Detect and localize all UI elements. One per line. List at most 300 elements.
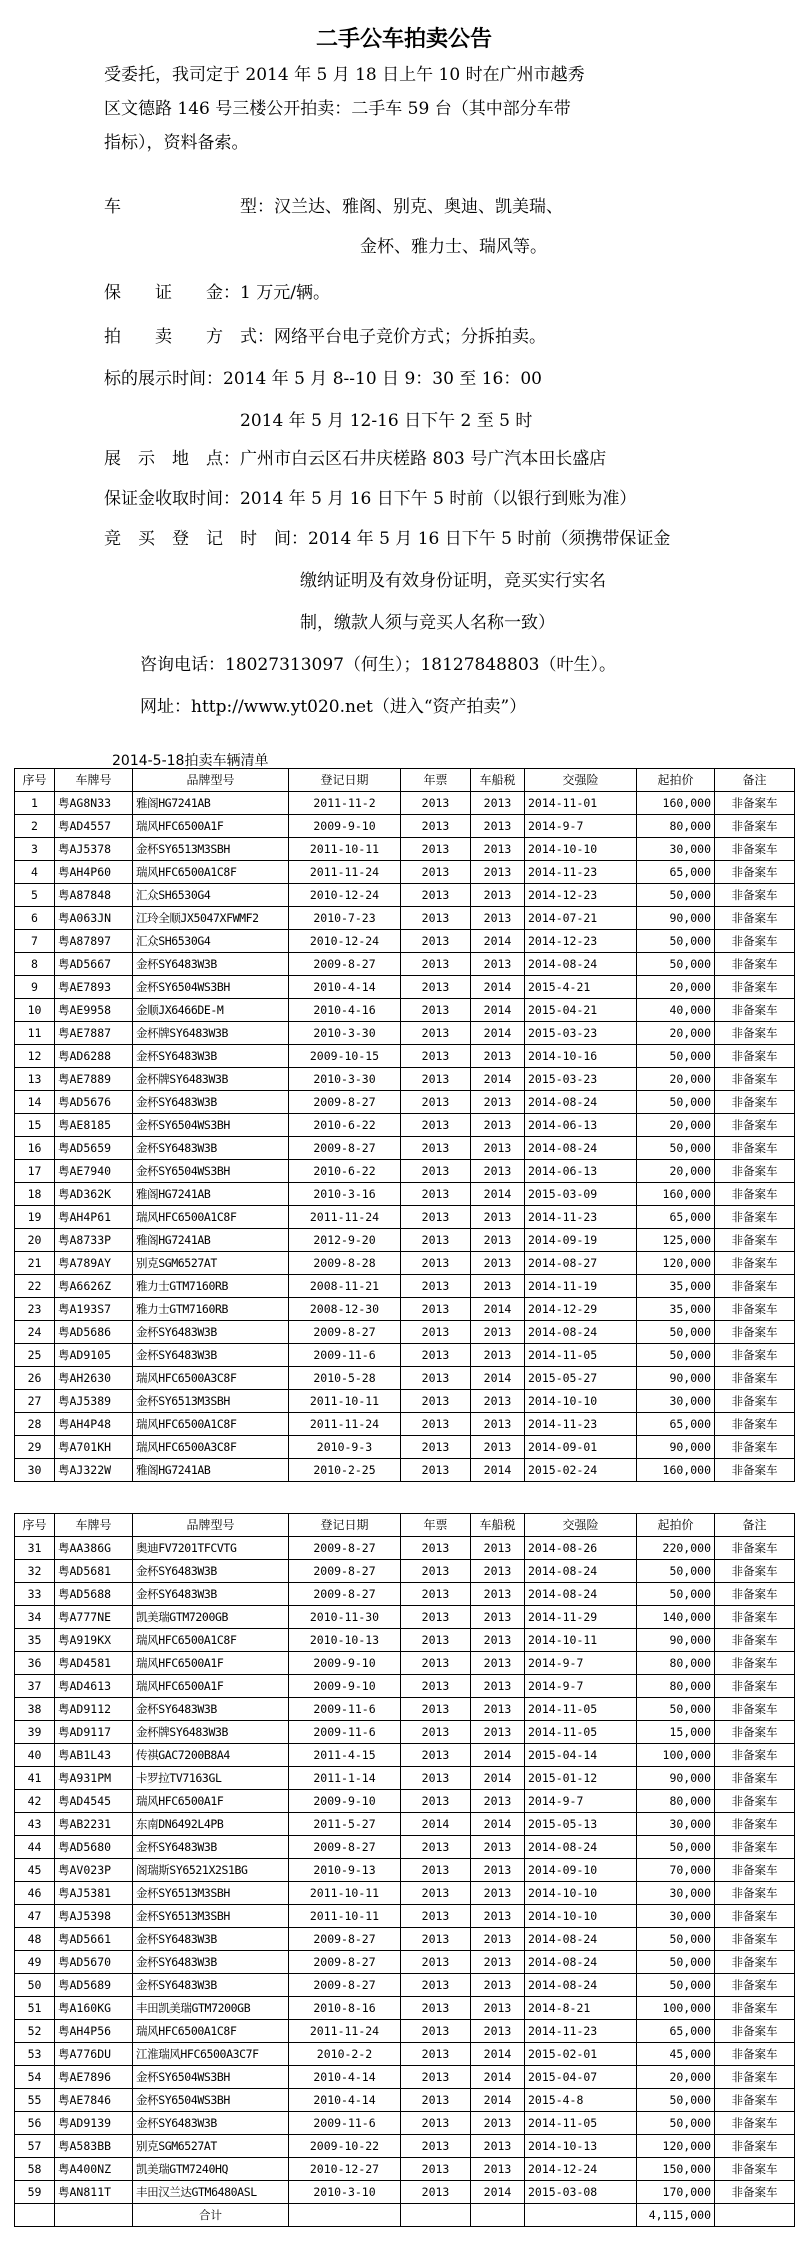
cell-reg-date: 2009-8-27 <box>289 1836 401 1859</box>
cell-insurance: 2015-04-21 <box>525 999 637 1022</box>
table-row <box>15 1390 795 1413</box>
table-row <box>15 1275 795 1298</box>
cell-reg-date: 2010-6-22 <box>289 1160 401 1183</box>
cell-reg-date: 2009-9-10 <box>289 1652 401 1675</box>
cell-model: 金杯SY6504WS3BH <box>133 2066 289 2089</box>
cell-model: 金杯牌SY6483W3B <box>133 1721 289 1744</box>
cell-start-price: 45,000 <box>637 2043 715 2066</box>
cell-vehicle-tax: 2014 <box>471 1367 525 1390</box>
cell-insurance: 2014-9-7 <box>525 1675 637 1698</box>
cell-index: 10 <box>15 999 55 1022</box>
table-row <box>15 1206 795 1229</box>
cell-vehicle-tax: 2013 <box>471 1606 525 1629</box>
table-row <box>15 1997 795 2020</box>
cell-index: 25 <box>15 1344 55 1367</box>
cell-remark: 非备案车 <box>715 1413 795 1436</box>
cell-model: 金杯SY6483W3B <box>133 2112 289 2135</box>
cell-remark: 非备案车 <box>715 1606 795 1629</box>
table-row <box>15 815 795 838</box>
cell-reg-date: 2010-3-30 <box>289 1068 401 1091</box>
cell-start-price: 65,000 <box>637 1413 715 1436</box>
cell-plate: 粤AD5689 <box>55 1974 133 1997</box>
announcement-line: 车 型：汉兰达、雅阁、别克、奥迪、凯美瑞、 <box>104 197 563 217</box>
cell-annual-ticket: 2013 <box>401 1790 471 1813</box>
cell-index: 2 <box>15 815 55 838</box>
cell-remark: 非备案车 <box>715 884 795 907</box>
cell-reg-date: 2009-8-27 <box>289 1583 401 1606</box>
cell-model: 金杯SY6483W3B <box>133 1974 289 1997</box>
cell-model: 雅阁HG7241AB <box>133 1229 289 1252</box>
cell-index: 28 <box>15 1413 55 1436</box>
cell-plate: 粤AD9112 <box>55 1698 133 1721</box>
cell-annual-ticket: 2013 <box>401 1091 471 1114</box>
cell-index: 18 <box>15 1183 55 1206</box>
cell-vehicle-tax: 2013 <box>471 792 525 815</box>
cell-vehicle-tax: 2013 <box>471 1629 525 1652</box>
cell-annual-ticket: 2013 <box>401 2181 471 2204</box>
table-row <box>15 1022 795 1045</box>
cell-start-price: 150,000 <box>637 2158 715 2181</box>
cell-index: 50 <box>15 1974 55 1997</box>
cell-reg-date: 2010-2-2 <box>289 2043 401 2066</box>
cell-annual-ticket: 2013 <box>401 999 471 1022</box>
cell-index: 24 <box>15 1321 55 1344</box>
cell-vehicle-tax: 2013 <box>471 953 525 976</box>
table-row <box>15 2158 795 2181</box>
cell-start-price: 50,000 <box>637 884 715 907</box>
cell-insurance: 2014-10-10 <box>525 838 637 861</box>
cell-model: 金杯SY6483W3B <box>133 1698 289 1721</box>
table-row <box>15 861 795 884</box>
cell-remark: 非备案车 <box>715 2020 795 2043</box>
cell-reg-date: 2009-8-27 <box>289 1974 401 1997</box>
cell-insurance: 2015-02-01 <box>525 2043 637 2066</box>
cell-annual-ticket: 2013 <box>401 930 471 953</box>
table-row <box>15 1905 795 1928</box>
cell-start-price: 50,000 <box>637 1698 715 1721</box>
table-caption: 2014-5-18拍卖车辆清单 <box>112 753 269 769</box>
cell-model: 瑞风HFC6500A3C8F <box>133 1436 289 1459</box>
cell-start-price: 120,000 <box>637 2135 715 2158</box>
cell-plate: 粤AE7896 <box>55 2066 133 2089</box>
cell-remark: 非备案车 <box>715 1744 795 1767</box>
cell-plate: 粤A193S7 <box>55 1298 133 1321</box>
cell-remark: 非备案车 <box>715 1675 795 1698</box>
cell-plate: 粤AE7887 <box>55 1022 133 1045</box>
cell-reg-date: 2009-8-27 <box>289 1537 401 1560</box>
cell-start-price: 50,000 <box>637 930 715 953</box>
cell-model: 瑞风HFC6500A3C8F <box>133 1367 289 1390</box>
cell-plate: 粤AB1L43 <box>55 1744 133 1767</box>
table-row <box>15 930 795 953</box>
table-row <box>15 1068 795 1091</box>
cell-annual-ticket: 2013 <box>401 1583 471 1606</box>
cell-annual-ticket: 2013 <box>401 884 471 907</box>
cell-plate: 粤A776DU <box>55 2043 133 2066</box>
table-row <box>15 953 795 976</box>
cell-plate: 粤AH4P48 <box>55 1413 133 1436</box>
cell-start-price: 90,000 <box>637 1629 715 1652</box>
cell-insurance: 2014-11-05 <box>525 2112 637 2135</box>
cell-remark: 非备案车 <box>715 1974 795 1997</box>
column-header: 起拍价 <box>637 769 715 792</box>
cell-start-price: 20,000 <box>637 976 715 999</box>
cell-vehicle-tax: 2013 <box>471 1882 525 1905</box>
total-label: 合计 <box>133 2204 289 2227</box>
cell-vehicle-tax: 2013 <box>471 815 525 838</box>
cell-model: 雅力士GTM7160RB <box>133 1298 289 1321</box>
column-header: 交强险 <box>525 769 637 792</box>
cell-annual-ticket: 2013 <box>401 1560 471 1583</box>
cell-annual-ticket: 2013 <box>401 1698 471 1721</box>
table-row <box>15 907 795 930</box>
cell-annual-ticket: 2014 <box>401 1813 471 1836</box>
cell-remark: 非备案车 <box>715 1721 795 1744</box>
table-header-row <box>15 1514 795 1537</box>
cell-model: 金杯牌SY6483W3B <box>133 1022 289 1045</box>
cell-insurance: 2014-08-24 <box>525 1137 637 1160</box>
cell-model: 金杯SY6483W3B <box>133 1091 289 1114</box>
cell-index: 30 <box>15 1459 55 1482</box>
announcement-line: 区文德路 146 号三楼公开拍卖：二手车 59 台（其中部分车带 <box>104 99 571 119</box>
cell-annual-ticket: 2013 <box>401 953 471 976</box>
cell-annual-ticket: 2013 <box>401 2043 471 2066</box>
announcement-line: 缴纳证明及有效身份证明，竞买实行实名 <box>300 571 606 591</box>
cell-insurance: 2014-12-23 <box>525 884 637 907</box>
cell-plate: 粤A160KG <box>55 1997 133 2020</box>
cell-annual-ticket: 2013 <box>401 1997 471 2020</box>
cell-remark: 非备案车 <box>715 930 795 953</box>
cell-remark: 非备案车 <box>715 1367 795 1390</box>
table-row <box>15 1790 795 1813</box>
cell-insurance: 2014-09-10 <box>525 1859 637 1882</box>
cell-annual-ticket: 2013 <box>401 1344 471 1367</box>
cell-annual-ticket: 2013 <box>401 1114 471 1137</box>
cell-vehicle-tax: 2013 <box>471 1344 525 1367</box>
cell-reg-date: 2009-9-10 <box>289 1790 401 1813</box>
cell-model: 凯美瑞GTM7240HQ <box>133 2158 289 2181</box>
cell-reg-date: 2009-8-27 <box>289 1951 401 1974</box>
cell-vehicle-tax: 2013 <box>471 1698 525 1721</box>
cell-plate: 粤AD9117 <box>55 1721 133 1744</box>
cell-start-price: 50,000 <box>637 2112 715 2135</box>
table-row <box>15 976 795 999</box>
cell-insurance: 2014-08-24 <box>525 1091 637 1114</box>
cell-vehicle-tax: 2013 <box>471 1997 525 2020</box>
cell-insurance: 2015-04-14 <box>525 1744 637 1767</box>
table-row <box>15 2135 795 2158</box>
cell-start-price: 220,000 <box>637 1537 715 1560</box>
cell-remark: 非备案车 <box>715 1905 795 1928</box>
cell-model: 金杯SY6504WS3BH <box>133 976 289 999</box>
cell-start-price: 50,000 <box>637 1974 715 1997</box>
announcement-line: 咨询电话：18027313097（何生）；18127848803（叶生）。 <box>140 655 616 675</box>
cell-reg-date: 2009-10-22 <box>289 2135 401 2158</box>
table-row <box>15 1183 795 1206</box>
cell-plate: 粤AJ5378 <box>55 838 133 861</box>
cell-insurance: 2015-01-12 <box>525 1767 637 1790</box>
cell-remark: 非备案车 <box>715 1091 795 1114</box>
cell-annual-ticket: 2013 <box>401 2112 471 2135</box>
cell-plate: 粤AD5686 <box>55 1321 133 1344</box>
cell-model: 金杯SY6504WS3BH <box>133 1114 289 1137</box>
cell-plate: 粤AD4557 <box>55 815 133 838</box>
empty-cell <box>15 2204 55 2227</box>
cell-plate: 粤AD4581 <box>55 1652 133 1675</box>
cell-remark: 非备案车 <box>715 1882 795 1905</box>
total-value: 4,115,000 <box>637 2204 715 2227</box>
table-row <box>15 1675 795 1698</box>
cell-insurance: 2014-9-7 <box>525 1790 637 1813</box>
cell-model: 金杯SY6483W3B <box>133 1344 289 1367</box>
cell-vehicle-tax: 2013 <box>471 1045 525 1068</box>
cell-model: 金顺JX6466DE-M <box>133 999 289 1022</box>
cell-insurance: 2014-9-7 <box>525 815 637 838</box>
cell-start-price: 30,000 <box>637 1905 715 1928</box>
cell-vehicle-tax: 2013 <box>471 1537 525 1560</box>
cell-insurance: 2014-08-24 <box>525 1583 637 1606</box>
cell-index: 35 <box>15 1629 55 1652</box>
cell-model: 别克SGM6527AT <box>133 1252 289 1275</box>
table-row <box>15 792 795 815</box>
cell-vehicle-tax: 2013 <box>471 1583 525 1606</box>
cell-remark: 非备案车 <box>715 1997 795 2020</box>
cell-index: 17 <box>15 1160 55 1183</box>
cell-model: 金杯SY6513M3SBH <box>133 1390 289 1413</box>
cell-insurance: 2014-08-27 <box>525 1252 637 1275</box>
cell-insurance: 2014-11-05 <box>525 1698 637 1721</box>
cell-annual-ticket: 2013 <box>401 1390 471 1413</box>
cell-reg-date: 2011-10-11 <box>289 1882 401 1905</box>
cell-start-price: 160,000 <box>637 1183 715 1206</box>
column-header: 车牌号 <box>55 769 133 792</box>
cell-plate: 粤AD9105 <box>55 1344 133 1367</box>
cell-insurance: 2014-12-29 <box>525 1298 637 1321</box>
table-row <box>15 1114 795 1137</box>
cell-insurance: 2014-9-7 <box>525 1652 637 1675</box>
cell-reg-date: 2009-8-27 <box>289 1091 401 1114</box>
table-row <box>15 1606 795 1629</box>
table-row <box>15 1859 795 1882</box>
cell-reg-date: 2009-11-6 <box>289 1698 401 1721</box>
table-row <box>15 838 795 861</box>
cell-index: 48 <box>15 1928 55 1951</box>
cell-start-price: 80,000 <box>637 1675 715 1698</box>
cell-index: 38 <box>15 1698 55 1721</box>
cell-start-price: 50,000 <box>637 1836 715 1859</box>
cell-model: 江玲全顺JX5047XFWMF2 <box>133 907 289 930</box>
table-row <box>15 2043 795 2066</box>
cell-remark: 非备案车 <box>715 2158 795 2181</box>
announcement-line: 网址：http://www.yt020.net（进入“资产拍卖”） <box>140 697 527 717</box>
cell-model: 金杯牌SY6483W3B <box>133 1068 289 1091</box>
cell-annual-ticket: 2013 <box>401 1206 471 1229</box>
cell-plate: 粤AD4613 <box>55 1675 133 1698</box>
cell-model: 雅阁HG7241AB <box>133 1183 289 1206</box>
cell-reg-date: 2008-11-21 <box>289 1275 401 1298</box>
cell-model: 金杯SY6483W3B <box>133 1321 289 1344</box>
cell-vehicle-tax: 2014 <box>471 976 525 999</box>
cell-insurance: 2014-11-01 <box>525 792 637 815</box>
cell-vehicle-tax: 2013 <box>471 1721 525 1744</box>
cell-insurance: 2015-03-08 <box>525 2181 637 2204</box>
cell-insurance: 2014-11-23 <box>525 1206 637 1229</box>
total-row <box>15 2204 795 2227</box>
cell-vehicle-tax: 2013 <box>471 861 525 884</box>
cell-remark: 非备案车 <box>715 2066 795 2089</box>
cell-reg-date: 2011-11-24 <box>289 1206 401 1229</box>
cell-model: 金杯SY6483W3B <box>133 1045 289 1068</box>
cell-annual-ticket: 2013 <box>401 2066 471 2089</box>
cell-remark: 非备案车 <box>715 1767 795 1790</box>
table-row <box>15 2089 795 2112</box>
cell-index: 33 <box>15 1583 55 1606</box>
table-row <box>15 1698 795 1721</box>
cell-start-price: 50,000 <box>637 1583 715 1606</box>
cell-remark: 非备案车 <box>715 1583 795 1606</box>
empty-cell <box>401 2204 471 2227</box>
cell-model: 瑞风HFC6500A1C8F <box>133 1206 289 1229</box>
cell-reg-date: 2009-9-10 <box>289 815 401 838</box>
cell-plate: 粤AD5680 <box>55 1836 133 1859</box>
cell-index: 4 <box>15 861 55 884</box>
cell-annual-ticket: 2013 <box>401 1767 471 1790</box>
cell-annual-ticket: 2013 <box>401 1928 471 1951</box>
cell-start-price: 50,000 <box>637 2089 715 2112</box>
cell-model: 金杯SY6504WS3BH <box>133 1160 289 1183</box>
cell-plate: 粤A919KX <box>55 1629 133 1652</box>
table-row <box>15 2066 795 2089</box>
cell-model: 汇众SH6530G4 <box>133 930 289 953</box>
cell-model: 瑞风HFC6500A1F <box>133 1652 289 1675</box>
cell-plate: 粤A400NZ <box>55 2158 133 2181</box>
cell-start-price: 50,000 <box>637 1045 715 1068</box>
cell-remark: 非备案车 <box>715 1137 795 1160</box>
cell-reg-date: 2010-12-27 <box>289 2158 401 2181</box>
cell-reg-date: 2010-3-16 <box>289 1183 401 1206</box>
cell-reg-date: 2011-11-24 <box>289 861 401 884</box>
cell-reg-date: 2009-11-6 <box>289 2112 401 2135</box>
cell-start-price: 20,000 <box>637 2066 715 2089</box>
cell-annual-ticket: 2013 <box>401 1367 471 1390</box>
cell-vehicle-tax: 2013 <box>471 1137 525 1160</box>
cell-remark: 非备案车 <box>715 1160 795 1183</box>
cell-model: 金杯SY6483W3B <box>133 1951 289 1974</box>
cell-annual-ticket: 2013 <box>401 1298 471 1321</box>
cell-remark: 非备案车 <box>715 953 795 976</box>
cell-start-price: 50,000 <box>637 1344 715 1367</box>
cell-reg-date: 2009-8-27 <box>289 1560 401 1583</box>
cell-reg-date: 2010-9-13 <box>289 1859 401 1882</box>
cell-model: 汇众SH6530G4 <box>133 884 289 907</box>
table-row <box>15 2181 795 2204</box>
cell-plate: 粤AD5670 <box>55 1951 133 1974</box>
cell-index: 59 <box>15 2181 55 2204</box>
announcement-line: 受委托，我司定于 2014 年 5 月 18 日上午 10 时在广州市越秀 <box>104 65 585 85</box>
cell-annual-ticket: 2013 <box>401 1905 471 1928</box>
cell-plate: 粤A777NE <box>55 1606 133 1629</box>
cell-index: 1 <box>15 792 55 815</box>
cell-insurance: 2015-03-23 <box>525 1022 637 1045</box>
cell-reg-date: 2010-4-14 <box>289 2066 401 2089</box>
cell-reg-date: 2009-11-6 <box>289 1344 401 1367</box>
cell-model: 瑞风HFC6500A1F <box>133 1675 289 1698</box>
cell-start-price: 35,000 <box>637 1298 715 1321</box>
cell-index: 27 <box>15 1390 55 1413</box>
cell-annual-ticket: 2013 <box>401 1459 471 1482</box>
cell-start-price: 90,000 <box>637 1767 715 1790</box>
cell-model: 金杯SY6504WS3BH <box>133 2089 289 2112</box>
table-row <box>15 1321 795 1344</box>
column-header: 年票 <box>401 1514 471 1537</box>
cell-annual-ticket: 2013 <box>401 1744 471 1767</box>
cell-remark: 非备案车 <box>715 1183 795 1206</box>
cell-index: 49 <box>15 1951 55 1974</box>
cell-plate: 粤A063JN <box>55 907 133 930</box>
cell-remark: 非备案车 <box>715 1252 795 1275</box>
cell-annual-ticket: 2013 <box>401 861 471 884</box>
cell-vehicle-tax: 2013 <box>471 1229 525 1252</box>
cell-insurance: 2015-4-8 <box>525 2089 637 2112</box>
cell-remark: 非备案车 <box>715 2135 795 2158</box>
cell-index: 47 <box>15 1905 55 1928</box>
cell-index: 34 <box>15 1606 55 1629</box>
cell-annual-ticket: 2013 <box>401 1836 471 1859</box>
cell-reg-date: 2009-8-27 <box>289 1137 401 1160</box>
cell-remark: 非备案车 <box>715 1836 795 1859</box>
announcement-line: 竞 买 登 记 时 间：2014 年 5 月 16 日下午 5 时前（须携带保证金 <box>104 529 671 549</box>
cell-plate: 粤AD6288 <box>55 1045 133 1068</box>
cell-plate: 粤AE7846 <box>55 2089 133 2112</box>
cell-reg-date: 2009-8-27 <box>289 1928 401 1951</box>
cell-vehicle-tax: 2013 <box>471 1091 525 1114</box>
cell-plate: 粤AH4P60 <box>55 861 133 884</box>
cell-vehicle-tax: 2013 <box>471 907 525 930</box>
cell-annual-ticket: 2013 <box>401 1652 471 1675</box>
empty-cell <box>525 2204 637 2227</box>
cell-reg-date: 2012-9-20 <box>289 1229 401 1252</box>
cell-index: 11 <box>15 1022 55 1045</box>
page-title: 二手公车拍卖公告 <box>315 27 492 52</box>
cell-vehicle-tax: 2014 <box>471 1459 525 1482</box>
column-header: 品牌型号 <box>133 769 289 792</box>
cell-insurance: 2014-08-26 <box>525 1537 637 1560</box>
cell-model: 别克SGM6527AT <box>133 2135 289 2158</box>
cell-plate: 粤AE7893 <box>55 976 133 999</box>
cell-remark: 非备案车 <box>715 1652 795 1675</box>
cell-start-price: 20,000 <box>637 1114 715 1137</box>
cell-reg-date: 2010-10-13 <box>289 1629 401 1652</box>
cell-start-price: 50,000 <box>637 1928 715 1951</box>
cell-reg-date: 2010-9-3 <box>289 1436 401 1459</box>
cell-vehicle-tax: 2013 <box>471 838 525 861</box>
cell-index: 15 <box>15 1114 55 1137</box>
cell-index: 58 <box>15 2158 55 2181</box>
cell-plate: 粤A6626Z <box>55 1275 133 1298</box>
cell-plate: 粤AA386G <box>55 1537 133 1560</box>
cell-vehicle-tax: 2014 <box>471 1813 525 1836</box>
cell-plate: 粤AD4545 <box>55 1790 133 1813</box>
cell-index: 12 <box>15 1045 55 1068</box>
column-header: 年票 <box>401 769 471 792</box>
cell-model: 金杯SY6483W3B <box>133 1560 289 1583</box>
cell-index: 57 <box>15 2135 55 2158</box>
cell-vehicle-tax: 2014 <box>471 1298 525 1321</box>
cell-index: 3 <box>15 838 55 861</box>
cell-annual-ticket: 2013 <box>401 1022 471 1045</box>
cell-insurance: 2014-11-23 <box>525 1413 637 1436</box>
cell-reg-date: 2010-12-24 <box>289 930 401 953</box>
